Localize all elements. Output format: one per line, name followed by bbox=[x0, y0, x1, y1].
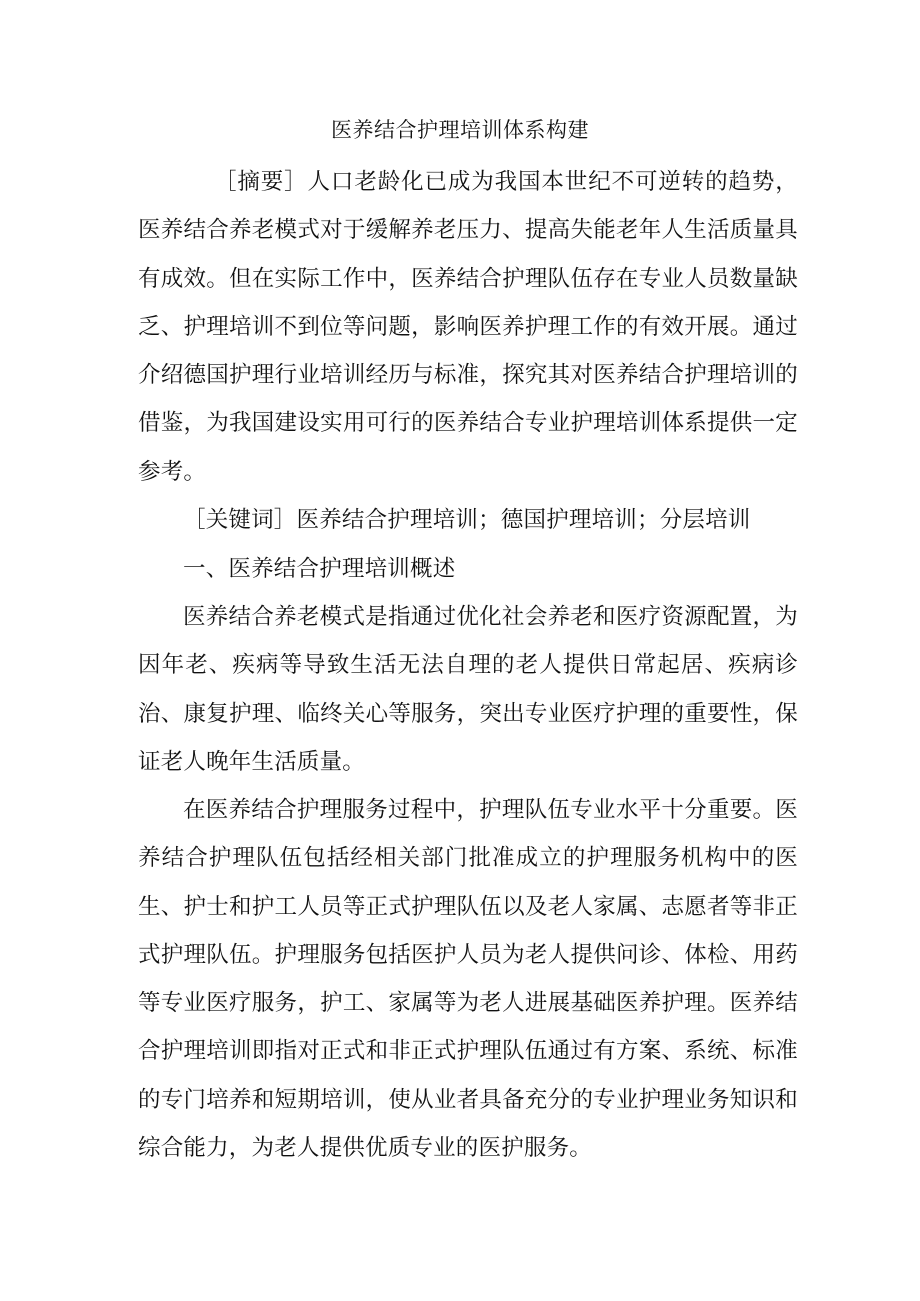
section-heading: 一、医养结合护理培训概述 bbox=[183, 556, 456, 582]
keywords-paragraph: ［关键词］医养结合护理培训；德国护理培训；分层培训 bbox=[183, 507, 751, 533]
document-title: 医养结合护理培训体系构建 bbox=[331, 118, 589, 142]
body-paragraph-2: 在医养结合护理服务过程中，护理队伍专业水平十分重要。医养结合护理队伍包括经相关部门批准成立的护理服务机构中的医生、护士和护工人员等正式护理队伍以及老人家属、志愿者等非正式护理队伍。护理服务包括医护人员为老人提供问诊、体检、用药等专业医疗服务，护工、家属等为老人进展基础医养护理。医养结合护理培训即指对正式和非正式护理队伍通过有方案、系统、标准的专门培养和短期培训，使从业者具备充分的专业护理业务知识和综合能力，为老人提供优质专业的医护服务。 bbox=[138, 797, 798, 1162]
body-paragraph-1: 医养结合养老模式是指通过优化社会养老和医疗资源配置，为因年老、疾病等导致生活无法自理的老人提供日常起居、疾病诊治、康复护理、临终关心等服务，突出专业医疗护理的重要性，保证老人晚年生活质量。 bbox=[138, 604, 798, 775]
abstract-paragraph: ［摘要］人口老龄化已成为我国本世纪不可逆转的趋势，医养结合养老模式对于缓解养老压力、提高失能老年人生活质量具有成效。但在实际工作中，医养结合护理队伍存在专业人员数量缺乏、护理培训不到位等问题，影响医养护理工作的有效开展。通过介绍德国护理行业培训经历与标准，探究其对医养结合护理培训的借鉴，为我国建设实用可行的医养结合专业护理培训体系提供一定参考。 bbox=[138, 169, 798, 485]
